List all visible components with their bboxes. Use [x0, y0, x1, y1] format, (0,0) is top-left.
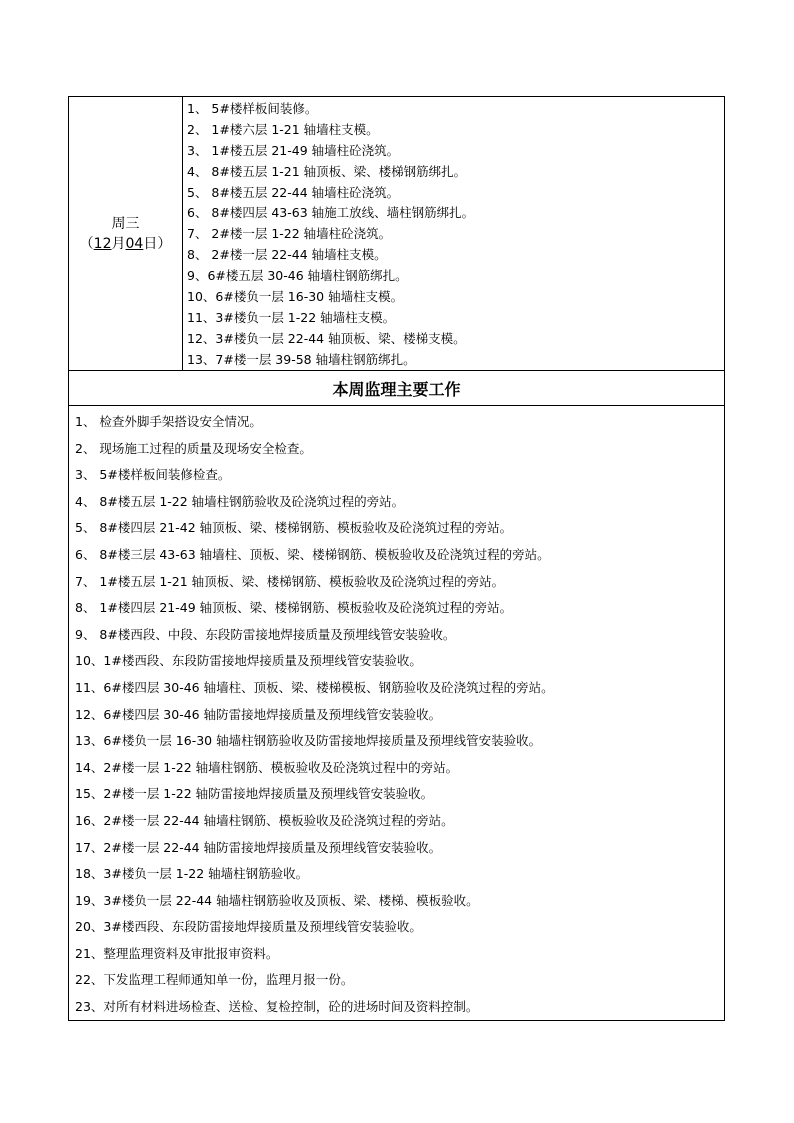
- task-item: 6、 8#楼四层 43-63 轴施工放线、墙柱钢筋绑扎。: [187, 205, 475, 221]
- work-item: 17、2#楼一层 22-44 轴防雷接地焊接质量及预埋线管安装验收。: [75, 839, 442, 855]
- task-item: 1、 5#楼样板间装修。: [187, 101, 318, 116]
- date-open: （: [79, 235, 94, 252]
- work-item: 7、 1#楼五层 1-21 轴顶板、梁、楼梯钢筋、模板验收及砼浇筑过程的旁站。: [75, 573, 505, 589]
- task-list: [187, 99, 717, 371]
- task-item: 9、6#楼五层 30-46 轴墙柱钢筋绑扎。: [187, 268, 408, 284]
- date-day-unit: 日: [143, 235, 158, 252]
- work-item: 4、 8#楼五层 1-22 轴墙柱钢筋验收及砼浇筑过程的旁站。: [75, 493, 405, 509]
- work-item: 21、整理监理资料及审批报审资料。: [75, 945, 279, 961]
- work-item: 20、3#楼西段、东段防雷接地焊接质量及预埋线管安装验收。: [75, 919, 422, 935]
- work-item: 6、 8#楼三层 43-63 轴墙柱、顶板、梁、楼梯钢筋、模板验收及砼浇筑过程的旁站。: [75, 546, 550, 562]
- work-item: 16、2#楼一层 22-44 轴墙柱钢筋、模板验收及砼浇筑过程的旁站。: [75, 812, 454, 828]
- work-item: 2、 现场施工过程的质量及现场安全检查。: [75, 440, 312, 456]
- task-item: 3、 1#楼五层 21-49 轴墙柱砼浇筑。: [187, 142, 400, 158]
- task-item: 11、3#楼负一层 1-22 轴墙柱支模。: [187, 309, 396, 325]
- work-item: 22、下发监理工程师通知单一份，监理月报一份。: [75, 972, 354, 988]
- task-item: 4、 8#楼五层 1-21 轴顶板、梁、楼梯钢筋绑扎。: [187, 163, 467, 179]
- work-item: 18、3#楼负一层 1-22 轴墙柱钢筋验收。: [75, 866, 309, 882]
- task-item: 13、7#楼一层 39-58 轴墙柱钢筋绑扎。: [187, 351, 416, 367]
- work-item: 1、 检查外脚手架搭设安全情况。: [75, 414, 262, 429]
- task-item: 5、 8#楼五层 22-44 轴墙柱砼浇筑。: [187, 184, 400, 200]
- work-item: 9、 8#楼西段、中段、东段防雷接地焊接质量及预埋线管安装验收。: [75, 626, 456, 642]
- work-list: [75, 409, 720, 1021]
- work-item: 23、对所有材料进场检查、送检、复检控制，砼的进场时间及资料控制。: [75, 999, 479, 1015]
- task-item: 7、 2#楼一层 1-22 轴墙柱砼浇筑。: [187, 226, 392, 242]
- work-item: 3、 5#楼样板间装修检查。: [75, 467, 231, 483]
- day-cell: [69, 97, 183, 370]
- date-day: 04: [125, 235, 144, 252]
- work-item: 12、6#楼四层 30-46 轴防雷接地焊接质量及预埋线管安装验收。: [75, 706, 442, 722]
- work-item: 8、 1#楼四层 21-49 轴顶板、梁、楼梯钢筋、模板验收及砼浇筑过程的旁站。: [75, 600, 513, 616]
- work-item: 13、6#楼负一层 16-30 轴墙柱钢筋验收及防雷接地焊接质量及预埋线管安装验收。: [75, 733, 542, 749]
- date-close: ）: [157, 235, 172, 252]
- date-month: 12: [93, 235, 112, 252]
- work-item: 15、2#楼一层 1-22 轴防雷接地焊接质量及预埋线管安装验收。: [75, 786, 434, 802]
- work-item: 10、1#楼西段、东段防雷接地焊接质量及预埋线管安装验收。: [75, 653, 422, 669]
- work-item: 11、6#楼四层 30-46 轴墙柱、顶板、梁、楼梯模板、钢筋验收及砼浇筑过程的旁站。: [75, 679, 554, 695]
- report-table: [68, 96, 725, 1021]
- task-item: 12、3#楼负一层 22-44 轴顶板、梁、楼梯支模。: [187, 330, 466, 346]
- day-date: [80, 234, 172, 254]
- day-name: 周三: [111, 215, 140, 232]
- work-item: 19、3#楼负一层 22-44 轴墙柱钢筋验收及顶板、梁、楼梯、模板验收。: [75, 892, 479, 908]
- date-month-unit: 月: [111, 235, 126, 252]
- work-item: 14、2#楼一层 1-22 轴墙柱钢筋、模板验收及砼浇筑过程中的旁站。: [75, 759, 459, 775]
- task-item: 2、 1#楼六层 1-21 轴墙柱支模。: [187, 121, 379, 137]
- task-item: 10、6#楼负一层 16-30 轴墙柱支模。: [187, 289, 404, 305]
- section-title: 本周监理主要工作: [69, 370, 724, 406]
- task-item: 8、 2#楼一层 22-44 轴墙柱支模。: [187, 247, 387, 263]
- work-item: 5、 8#楼四层 21-42 轴顶板、梁、楼梯钢筋、模板验收及砼浇筑过程的旁站。: [75, 520, 513, 536]
